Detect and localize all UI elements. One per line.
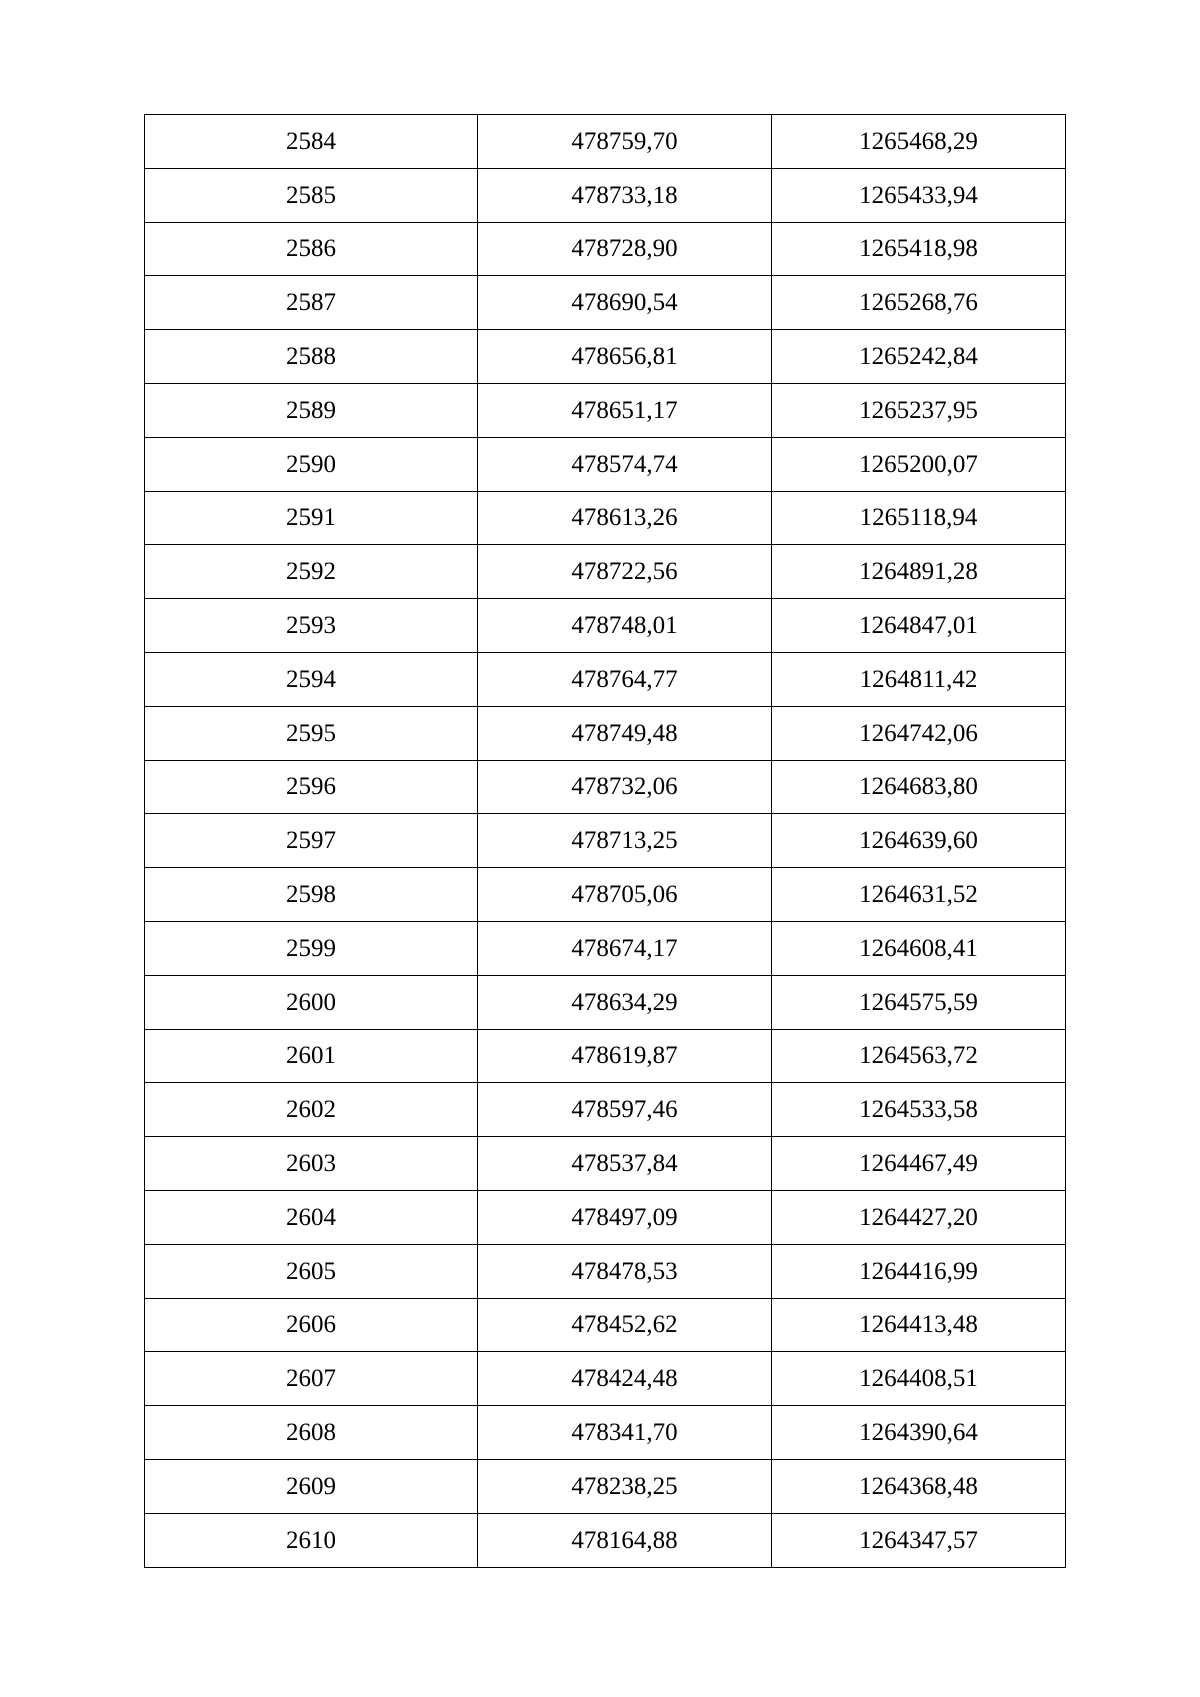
y-coordinate-cell: 1264631,52 (772, 868, 1066, 922)
x-coordinate-cell: 478574,74 (478, 437, 772, 491)
y-coordinate-cell: 1264427,20 (772, 1190, 1066, 1244)
point-number-cell: 2602 (145, 1083, 478, 1137)
point-number-cell: 2593 (145, 599, 478, 653)
x-coordinate-cell: 478674,17 (478, 921, 772, 975)
x-coordinate-cell: 478424,48 (478, 1352, 772, 1406)
table-row (145, 222, 1066, 276)
point-number-cell: 2589 (145, 383, 478, 437)
table-row (145, 1459, 1066, 1513)
y-coordinate-cell: 1264408,51 (772, 1352, 1066, 1406)
y-coordinate-cell: 1264347,57 (772, 1513, 1066, 1567)
table-row (145, 975, 1066, 1029)
point-number-cell: 2590 (145, 437, 478, 491)
x-coordinate-cell: 478690,54 (478, 276, 772, 330)
point-number-cell: 2607 (145, 1352, 478, 1406)
point-number-cell: 2600 (145, 975, 478, 1029)
table-row (145, 921, 1066, 975)
x-coordinate-cell: 478651,17 (478, 383, 772, 437)
x-coordinate-cell: 478619,87 (478, 1029, 772, 1083)
table-row (145, 1190, 1066, 1244)
table-row (145, 706, 1066, 760)
table-row (145, 383, 1066, 437)
y-coordinate-cell: 1265118,94 (772, 491, 1066, 545)
y-coordinate-cell: 1264891,28 (772, 545, 1066, 599)
y-coordinate-cell: 1264608,41 (772, 921, 1066, 975)
y-coordinate-cell: 1264639,60 (772, 814, 1066, 868)
point-number-cell: 2608 (145, 1406, 478, 1460)
x-coordinate-cell: 478764,77 (478, 652, 772, 706)
point-number-cell: 2597 (145, 814, 478, 868)
coordinates-table-body (145, 115, 1066, 1568)
table-row (145, 599, 1066, 653)
x-coordinate-cell: 478728,90 (478, 222, 772, 276)
x-coordinate-cell: 478733,18 (478, 168, 772, 222)
table-row (145, 760, 1066, 814)
table-row (145, 1029, 1066, 1083)
table-row (145, 168, 1066, 222)
table-row (145, 1137, 1066, 1191)
table-row (145, 545, 1066, 599)
point-number-cell: 2610 (145, 1513, 478, 1567)
table-row (145, 1406, 1066, 1460)
y-coordinate-cell: 1264811,42 (772, 652, 1066, 706)
point-number-cell: 2592 (145, 545, 478, 599)
x-coordinate-cell: 478748,01 (478, 599, 772, 653)
y-coordinate-cell: 1264563,72 (772, 1029, 1066, 1083)
table-row (145, 276, 1066, 330)
point-number-cell: 2594 (145, 652, 478, 706)
table-row (145, 1352, 1066, 1406)
y-coordinate-cell: 1264413,48 (772, 1298, 1066, 1352)
point-number-cell: 2588 (145, 330, 478, 384)
y-coordinate-cell: 1265433,94 (772, 168, 1066, 222)
y-coordinate-cell: 1264847,01 (772, 599, 1066, 653)
point-number-cell: 2609 (145, 1459, 478, 1513)
y-coordinate-cell: 1264390,64 (772, 1406, 1066, 1460)
x-coordinate-cell: 478732,06 (478, 760, 772, 814)
x-coordinate-cell: 478613,26 (478, 491, 772, 545)
y-coordinate-cell: 1264683,80 (772, 760, 1066, 814)
x-coordinate-cell: 478705,06 (478, 868, 772, 922)
x-coordinate-cell: 478597,46 (478, 1083, 772, 1137)
point-number-cell: 2584 (145, 115, 478, 169)
y-coordinate-cell: 1265200,07 (772, 437, 1066, 491)
x-coordinate-cell: 478759,70 (478, 115, 772, 169)
y-coordinate-cell: 1265418,98 (772, 222, 1066, 276)
point-number-cell: 2601 (145, 1029, 478, 1083)
point-number-cell: 2595 (145, 706, 478, 760)
point-number-cell: 2586 (145, 222, 478, 276)
table-row (145, 437, 1066, 491)
y-coordinate-cell: 1264368,48 (772, 1459, 1066, 1513)
x-coordinate-cell: 478749,48 (478, 706, 772, 760)
x-coordinate-cell: 478713,25 (478, 814, 772, 868)
point-number-cell: 2587 (145, 276, 478, 330)
point-number-cell: 2596 (145, 760, 478, 814)
x-coordinate-cell: 478341,70 (478, 1406, 772, 1460)
x-coordinate-cell: 478497,09 (478, 1190, 772, 1244)
x-coordinate-cell: 478537,84 (478, 1137, 772, 1191)
table-row (145, 1298, 1066, 1352)
table-row (145, 1513, 1066, 1567)
x-coordinate-cell: 478238,25 (478, 1459, 772, 1513)
point-number-cell: 2585 (145, 168, 478, 222)
x-coordinate-cell: 478656,81 (478, 330, 772, 384)
y-coordinate-cell: 1264533,58 (772, 1083, 1066, 1137)
x-coordinate-cell: 478164,88 (478, 1513, 772, 1567)
y-coordinate-cell: 1265268,76 (772, 276, 1066, 330)
point-number-cell: 2599 (145, 921, 478, 975)
table-row (145, 1244, 1066, 1298)
x-coordinate-cell: 478722,56 (478, 545, 772, 599)
y-coordinate-cell: 1264742,06 (772, 706, 1066, 760)
point-number-cell: 2605 (145, 1244, 478, 1298)
y-coordinate-cell: 1264416,99 (772, 1244, 1066, 1298)
table-row (145, 652, 1066, 706)
table-row (145, 1083, 1066, 1137)
point-number-cell: 2604 (145, 1190, 478, 1244)
x-coordinate-cell: 478634,29 (478, 975, 772, 1029)
table-row (145, 115, 1066, 169)
y-coordinate-cell: 1265237,95 (772, 383, 1066, 437)
y-coordinate-cell: 1265242,84 (772, 330, 1066, 384)
table-row (145, 491, 1066, 545)
table-row (145, 330, 1066, 384)
x-coordinate-cell: 478478,53 (478, 1244, 772, 1298)
coordinates-table (144, 114, 1066, 1568)
point-number-cell: 2598 (145, 868, 478, 922)
y-coordinate-cell: 1264467,49 (772, 1137, 1066, 1191)
x-coordinate-cell: 478452,62 (478, 1298, 772, 1352)
table-row (145, 814, 1066, 868)
point-number-cell: 2606 (145, 1298, 478, 1352)
y-coordinate-cell: 1264575,59 (772, 975, 1066, 1029)
table-row (145, 868, 1066, 922)
point-number-cell: 2603 (145, 1137, 478, 1191)
point-number-cell: 2591 (145, 491, 478, 545)
y-coordinate-cell: 1265468,29 (772, 115, 1066, 169)
